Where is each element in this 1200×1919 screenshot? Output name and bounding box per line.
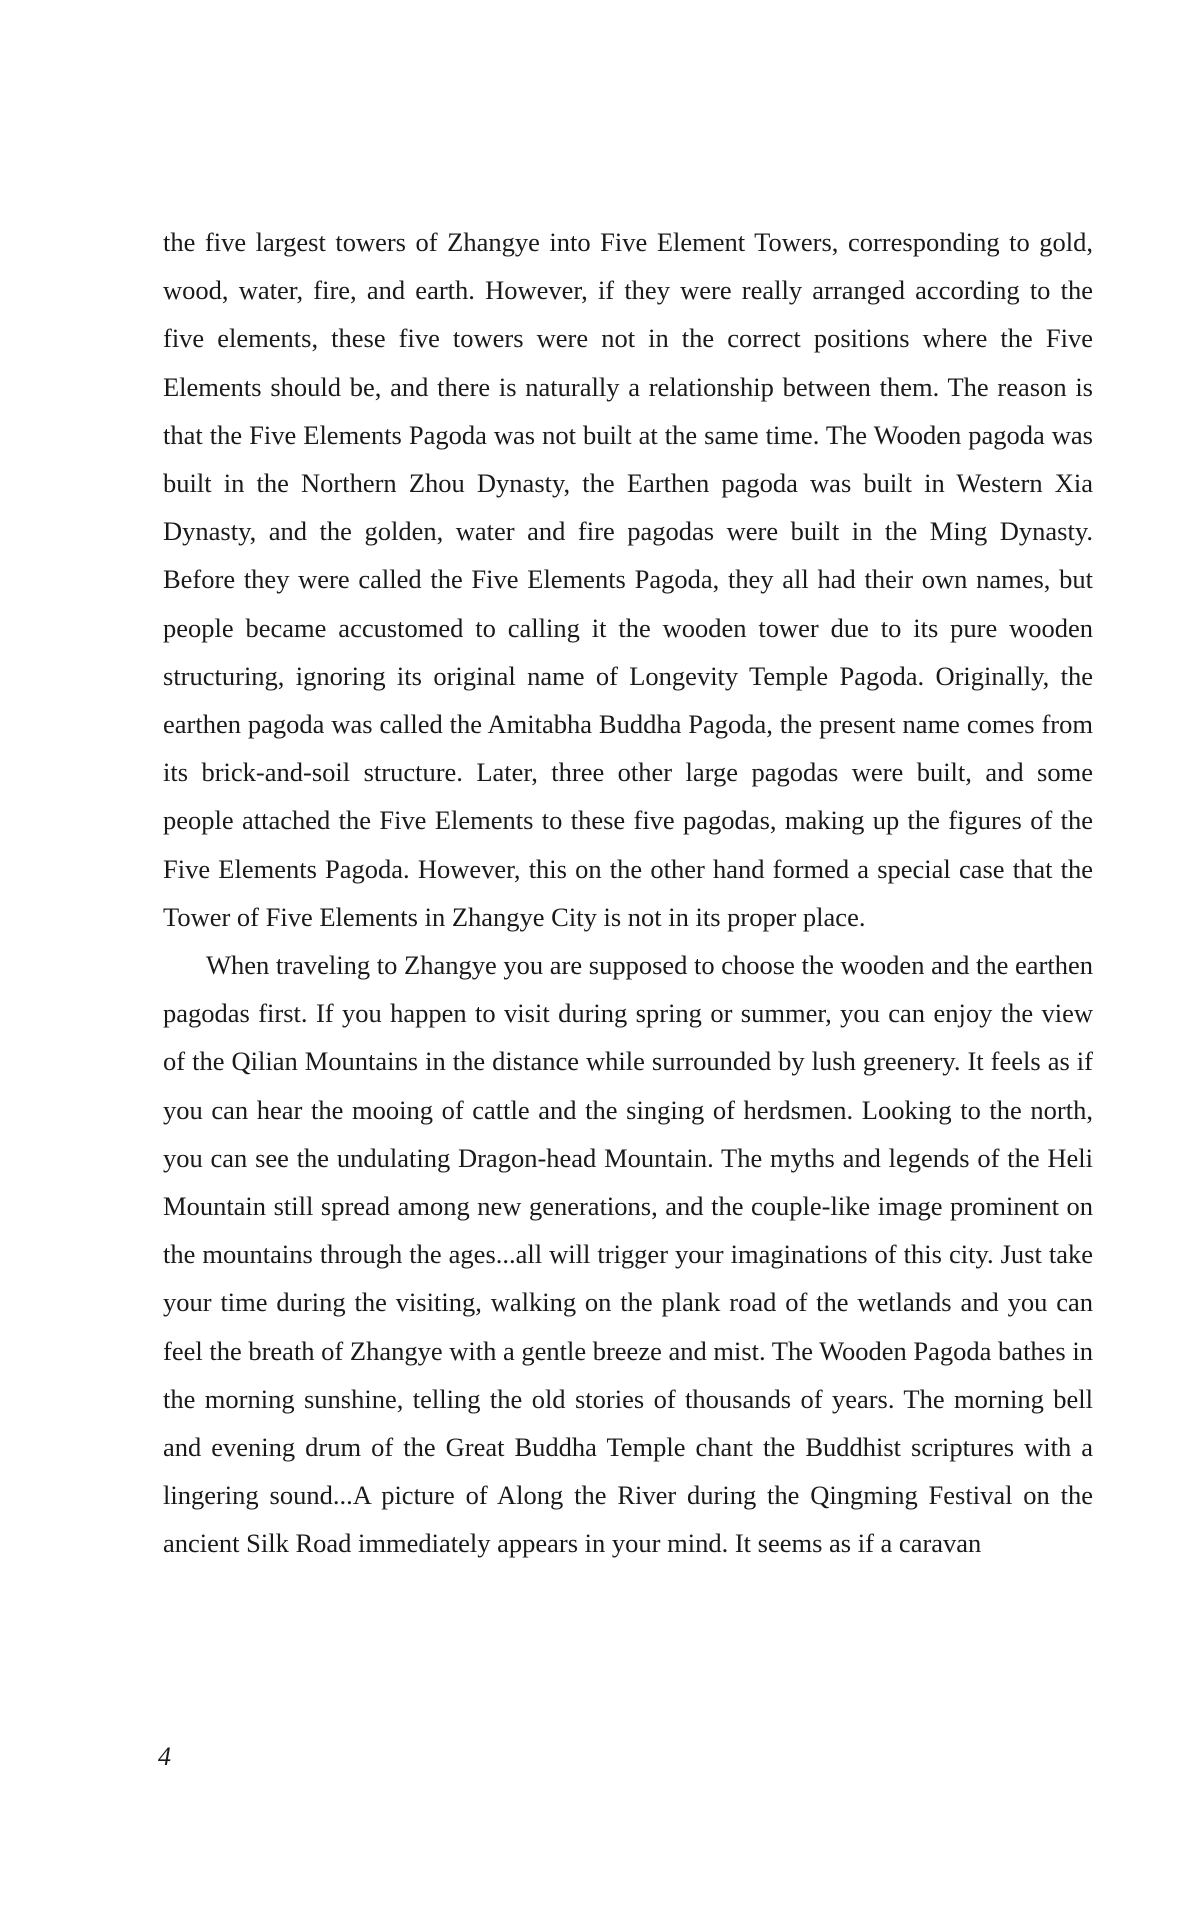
paragraph-continued: the five largest towers of Zhangye into Five Element Towers, corresponding to gold, wood, water, fire, and earth. However, if they were really arranged according to the five elements, these five towers were not in the correct positions where the Five Elements should be, and there is naturally a relationship between them. The reason is that the Five Elements Pagoda was not built at the same time. The Wooden pagoda was built in the Northern Zhou Dynasty, the Earthen pagoda was built in Western Xia Dynasty, and the golden, water and fire pagodas were built in the Ming Dynasty. Before they were called the Five Elements Pagoda, they all had their own names, but people became accustomed to calling it the wooden tower due to its pure wooden structuring, ignoring its original name of Longevity Temple Pagoda. Originally, the earthen pagoda was called the Amitabha Buddha Pagoda, the present name comes from its brick-and-soil structure. Later, three other large pagodas were built, and some people attached the Five Elements to these five pagodas, making up the figures of the Five Elements Pagoda. However, this on the other hand formed a special case that the Tower of Five Elements in Zhangye City is not in its proper place. [163,227,1093,932]
page-number: 4 [158,1742,171,1771]
paragraph-travel: When traveling to Zhangye you are supposed to choose the wooden and the earthen pagodas first. If you happen to visit during spring or summer, you can enjoy the view of the Qilian Mountains in the distance while surrounded by lush greenery. It feels as if you can hear the mooing of cattle and the singing of herdsmen. Looking to the north, you can see the undulating Dragon-head Mountain. The myths and legends of the Heli Mountain still spread among new generations, and the couple-like image prominent on the mountains through the ages...all will trigger your imaginations of this city. Just take your time during the visiting, walking on the plank road of the wetlands and you can feel the breath of Zhangye with a gentle breeze and mist. The Wooden Pagoda bathes in the morning sunshine, telling the old stories of thousands of years. The morning bell and evening drum of the Great Buddha Temple chant the Buddhist scriptures with a lingering sound...A picture of Along the River during the Qingming Festival on the ancient Silk Road immediately appears in your mind. It seems as if a caravan [163,950,1093,1559]
body-text [163,218,1093,1568]
